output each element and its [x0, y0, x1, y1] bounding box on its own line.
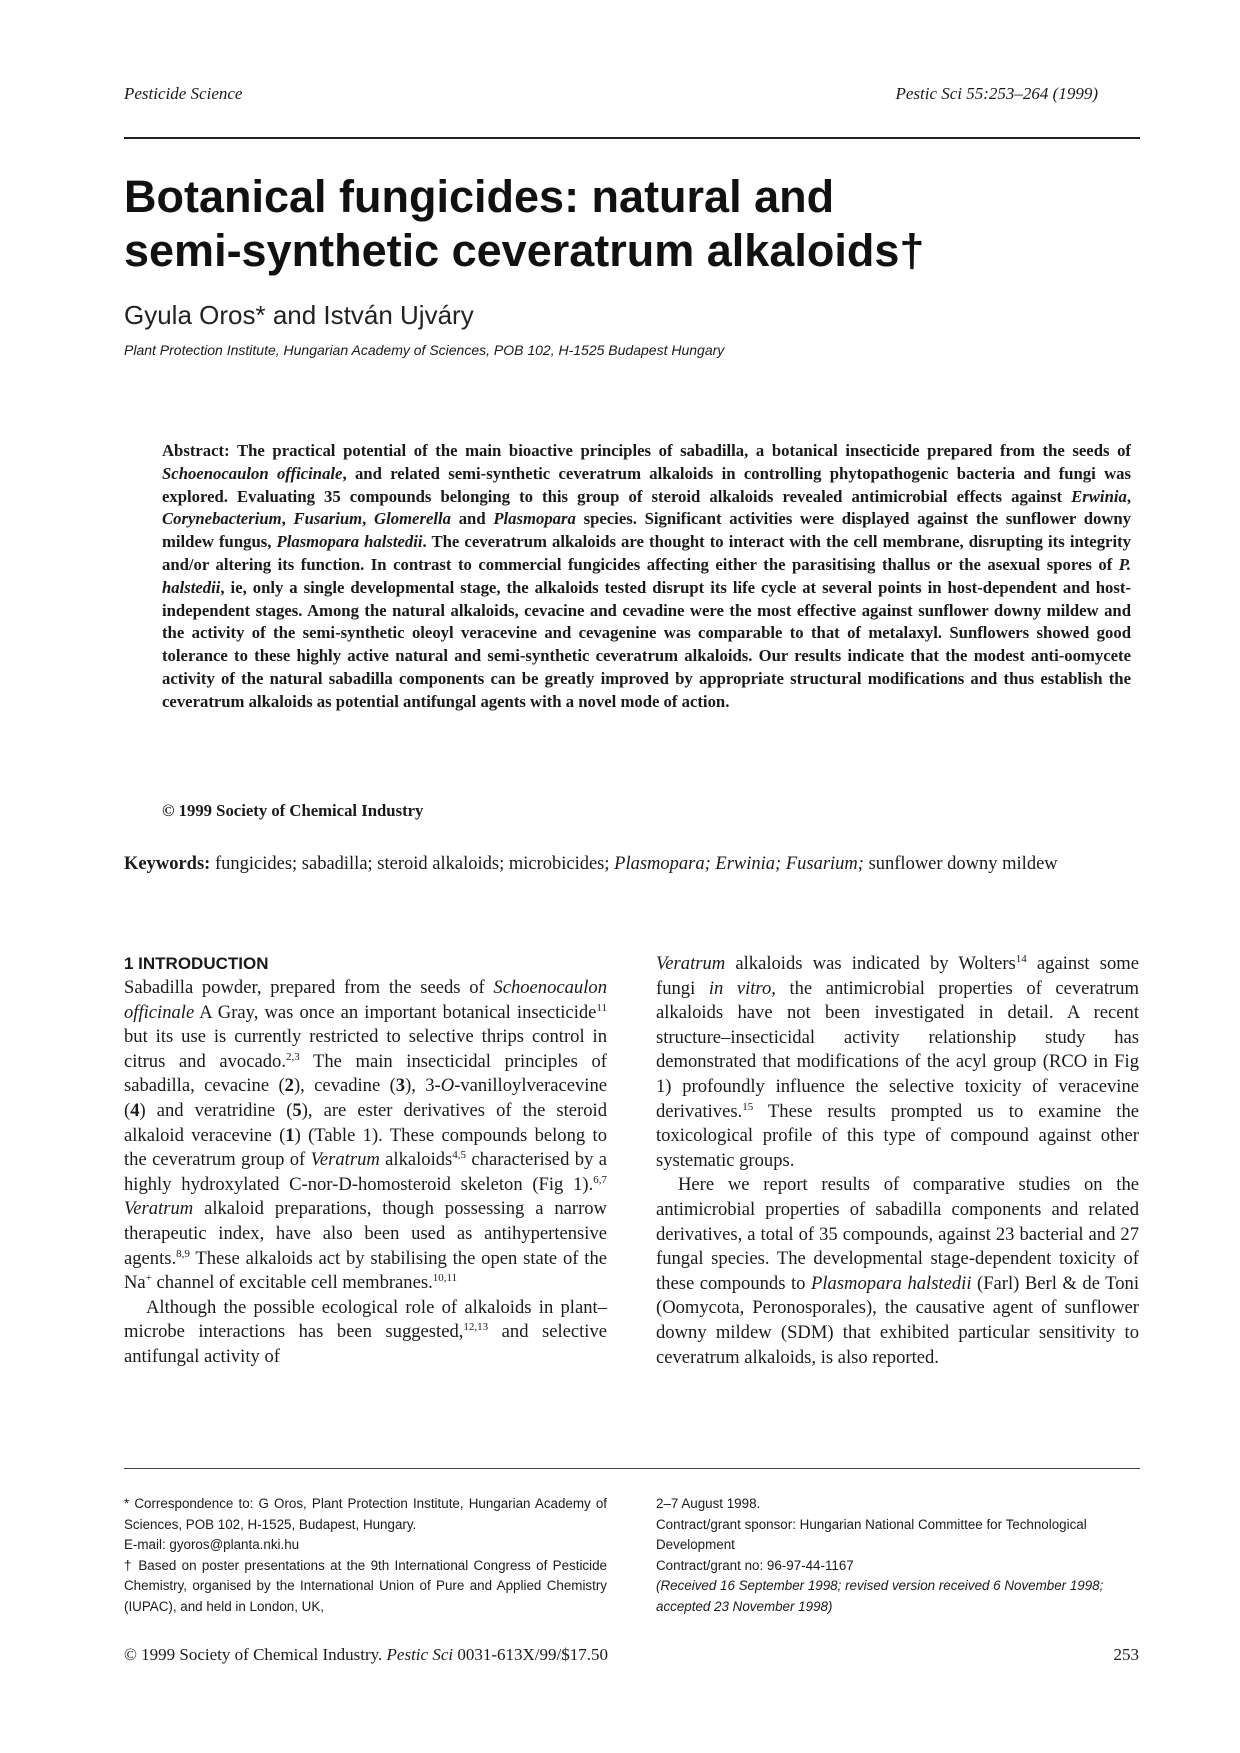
- intro-paragraph-2-cont: Veratrum alkaloids was indicated by Wolters$^{14}$ against some fungi in vitro, the antimicrobial properties of ceveratrum alkaloids have not been investigated in detail. A recent structure–insecticidal activity relationship study has demonstrated that modifications of the acyl group (RCO in Fig 1) profoundly influence the selective toxicity of veracevine derivatives.$^{15}$ These results prompted us to examine the toxicological profile of this type of compound against other systematic groups.: [656, 952, 1139, 1171]
- body-column-right: [656, 952, 1139, 1370]
- footnote-dates: 2–7 August 1998.: [656, 1496, 761, 1511]
- running-head-citation: Pestic Sci 55:253–264 (1999): [895, 84, 1098, 103]
- keywords: Keywords: fungicides; sabadilla; steroid alkaloids; microbicides; Plasmopara; Erwinia; Fusarium; sunflower downy mildew: [124, 854, 1058, 874]
- footnote-correspondence: * Correspondence to: G Oros, Plant Protection Institute, Hungarian Academy of Sciences, POB 102, H-1525, Budapest, Hungary.: [124, 1496, 607, 1532]
- header-rule: [124, 137, 1140, 139]
- abstract-copyright: © 1999 Society of Chemical Industry: [162, 801, 424, 820]
- footnote-rule: [124, 1468, 1140, 1469]
- abstract-text: Abstract: The practical potential of the main bioactive principles of sabadilla, a botanical insecticide prepared from the seeds of Schoenocaulon officinale, and related semi-synthetic ceveratrum alkaloids in controlling phytopathogenic bacteria and fungi was explored. Evaluating 35 compounds belonging to this group of steroid alkaloids revealed antimicrobial effects against Erwinia, Corynebacterium, Fusarium, Glomerella and Plasmopara species. Significant activities were displayed against the sunflower downy mildew fungus, Plasmopara halstedii. The ceveratrum alkaloids are thought to interact with the cell membrane, disrupting its integrity and/or altering its function. In contrast to commercial fungicides affecting either the parasitising thallus or the asexual spores of P. halstedii, ie, only a single developmental stage, the alkaloids tested disrupt its life cycle at several points in host-dependent and host-independent stages. Among the natural alkaloids, cevacine and cevadine were the most effective against sunflower downy mildew and the activity of the semi-synthetic oleoyl veracevine and cevagenine was comparable to that of metalaxyl. Sunflowers showed good tolerance to these highly active natural and semi-synthetic ceveratrum alkaloids. Our results indicate that the modest anti-oomycete activity of the natural sabadilla components can be greatly improved by appropriate structural modifications and thus establish the ceveratrum alkaloids as potential antifungal agents with a novel mode of action.: [162, 441, 1132, 711]
- footnotes-left: [124, 1494, 607, 1617]
- affiliation: Plant Protection Institute, Hungarian Academy of Sciences, POB 102, H-1525 Budapest Hungary: [124, 342, 725, 358]
- intro-paragraph-3: Here we report results of comparative studies on the antimicrobial properties of sabadilla components and related derivatives, a total of 35 compounds, against 23 bacterial and 27 fungal species. The developmental stage-dependent toxicity of these compounds to Plasmopara halstedii (Farl) Berl & de Toni (Oomycota, Peronosporales), the causative agent of sunflower downy mildew (SDM) that exhibited particular sensitivity to ceveratrum alkaloids, is also reported.: [656, 1174, 1139, 1368]
- page-number: 253: [1113, 1645, 1139, 1664]
- abstract: [162, 440, 1131, 714]
- footnote-sponsor: Contract/grant sponsor: Hungarian National Committee for Technological Development: [656, 1516, 1087, 1552]
- section-heading-introduction: 1 INTRODUCTION: [124, 954, 269, 973]
- title-line-2: semi-synthetic ceveratrum alkaloids†: [124, 225, 925, 276]
- intro-paragraph-2: Although the possible ecological role of alkaloids in plant–microbe interactions has been suggested,$^{12,13}$ and selective antifungal activity of: [124, 1296, 608, 1367]
- abstract-label: Abstract:: [162, 441, 230, 460]
- page-footer-copyright: © 1999 Society of Chemical Industry. Pestic Sci 0031-613X/99/$17.50: [124, 1645, 608, 1664]
- running-head-journal: Pesticide Science: [124, 84, 243, 103]
- footnote-email: E-mail: gyoros@planta.nki.hu: [124, 1537, 300, 1552]
- footnote-grant: Contract/grant no: 96-97-44-1167: [656, 1557, 854, 1573]
- article-title: [124, 170, 1124, 278]
- author-list: Gyula Oros* and István Ujváry: [124, 300, 474, 330]
- footnote-received: (Received 16 September 1998; revised version received 6 November 1998; accepted 23 November 1998): [656, 1578, 1104, 1614]
- body-column-left: [124, 952, 607, 1370]
- keywords-label: Keywords:: [124, 854, 211, 874]
- footnotes-right: [656, 1494, 1139, 1617]
- title-line-1: Botanical fungicides: natural and: [124, 171, 835, 222]
- footnote-dagger: † Based on poster presentations at the 9th International Congress of Pesticide Chemistry, organised by the International Union of Pure and Applied Chemistry (IUPAC), and held in London, UK,: [124, 1557, 607, 1614]
- intro-paragraph-1: Sabadilla powder, prepared from the seeds of Schoenocaulon officinale A Gray, was once an important botanical insecticide$^{11}$ but its use is currently restricted to selective thrips control in citrus and avocado.$^{2,3}$ The main insecticidal principles of sabadilla, cevacine (2), cevadine (3), 3-O-vanilloylveracevine (4) and veratridine (5), are ester derivatives of the steroid alkaloid veracevine (1) (Table 1). These compounds belong to the ceveratrum group of Veratrum alkaloids$^{4,5}$ characterised by a highly hydroxylated C-nor-D-homosteroid skeleton (Fig 1).$^{6,7}$ Veratrum alkaloid preparations, though possessing a narrow therapeutic index, have also been used as antihypertensive agents.$^{8,9}$ These alkaloids act by stabilising the open state of the Na+ channel of excitable cell membranes.$^{10,11}$: [124, 977, 607, 1294]
